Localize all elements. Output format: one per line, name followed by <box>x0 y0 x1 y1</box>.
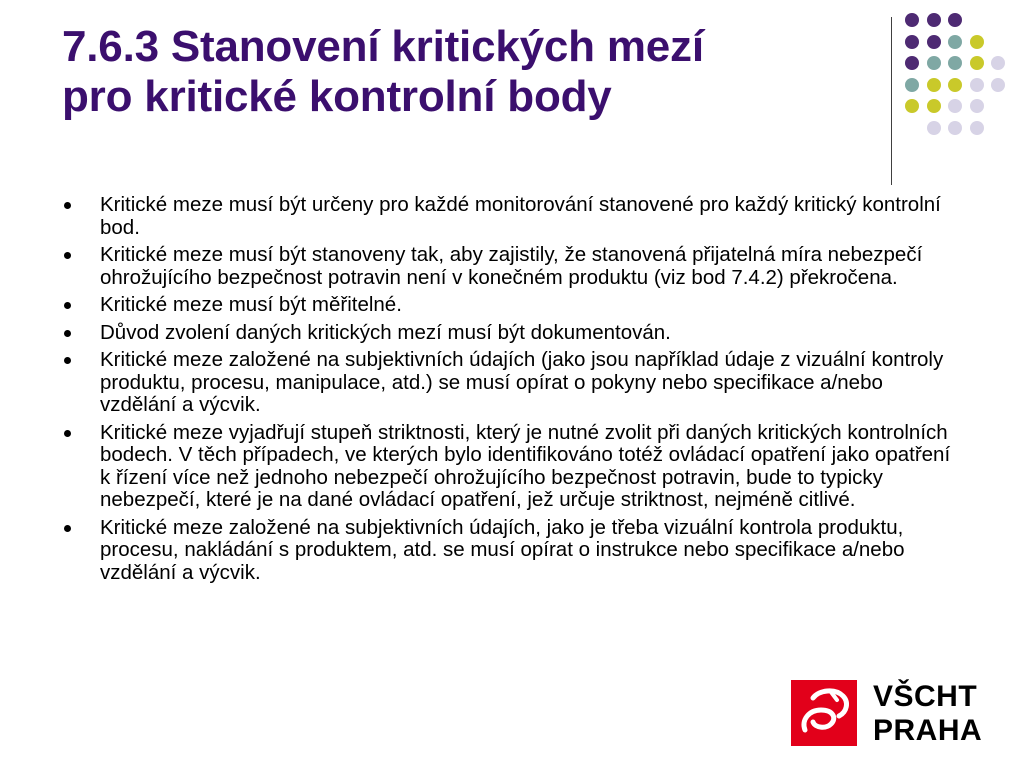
bullet-item: Kritické meze musí být měřitelné. <box>62 294 962 317</box>
decorative-dot <box>905 13 919 27</box>
bullet-item: Kritické meze vyjadřují stupeň striktnosti, který je nutné zvolit při daných kritických kontrolních bodech. V těch případech, ve kterých bylo identifikováno totéž ovládací opatření jako opatření k řízení více než jednoho nebezpečí ohrožujícího bezpečnost potravin, bude to typicky nebezpečí, které je na dané ovládací opatření, jež určuje striktnost, nejméně citlivé. <box>62 422 962 512</box>
decorative-dot <box>970 56 984 70</box>
decorative-dot <box>905 99 919 113</box>
decorative-dot <box>970 121 984 135</box>
vscht-emblem-svg <box>791 680 857 746</box>
decorative-dot <box>927 35 941 49</box>
decorative-dot <box>927 121 941 135</box>
bullet-item: Kritické meze založené na subjektivních údajích (jako jsou například údaje z vizuální kontroly produktu, procesu, manipulace, atd.) se musí opírat o pokyny nebo specifikace a/nebo vzdělání a výcvik. <box>62 349 962 417</box>
decorative-dot <box>927 13 941 27</box>
bullet-item: Kritické meze musí být stanoveny tak, aby zajistily, že stanovená přijatelná míra nebezpečí ohrožujícího bezpečnost potravin není v konečném produktu (viz bod 7.4.2) překročena. <box>62 244 962 289</box>
decorative-dot <box>927 56 941 70</box>
vscht-logo <box>791 680 1003 750</box>
bullet-list <box>62 194 962 589</box>
bullet-item: Důvod zvolení daných kritických mezí musí být dokumentován. <box>62 322 962 345</box>
decorative-dot <box>970 35 984 49</box>
decorative-dot <box>905 56 919 70</box>
bullet-item: Kritické meze musí být určeny pro každé monitorování stanovené pro každý kritický kontrolní bod. <box>62 194 962 239</box>
slide-title <box>62 22 882 122</box>
decorative-dot <box>948 99 962 113</box>
decorative-dot <box>905 78 919 92</box>
decorative-dot <box>948 13 962 27</box>
logo-line-1: VŠCHT <box>873 680 978 713</box>
decorative-dot <box>948 121 962 135</box>
vscht-logo-text <box>873 680 982 748</box>
logo-line-2: PRAHA <box>873 714 983 747</box>
decorative-dot-grid <box>905 13 1015 173</box>
decorative-dot <box>991 78 1005 92</box>
decorative-dot <box>991 56 1005 70</box>
decorative-dot <box>905 35 919 49</box>
title-divider-line <box>891 17 892 185</box>
decorative-dot <box>927 78 941 92</box>
decorative-dot <box>927 99 941 113</box>
slide-title-line-1: 7.6.3 Stanovení kritických mezí <box>62 22 704 71</box>
bullet-item: Kritické meze založené na subjektivních údajích, jako je třeba vizuální kontrola produktu, procesu, nakládání s produktem, atd. se musí opírat o instrukce nebo specifikace a/nebo vzdělání a výcvik. <box>62 517 962 585</box>
decorative-dot <box>948 56 962 70</box>
decorative-dot <box>970 78 984 92</box>
slide-title-line-2: pro kritické kontrolní body <box>62 72 612 121</box>
decorative-dot <box>970 99 984 113</box>
decorative-dot <box>948 35 962 49</box>
decorative-dot <box>948 78 962 92</box>
vscht-logo-icon <box>791 680 857 746</box>
